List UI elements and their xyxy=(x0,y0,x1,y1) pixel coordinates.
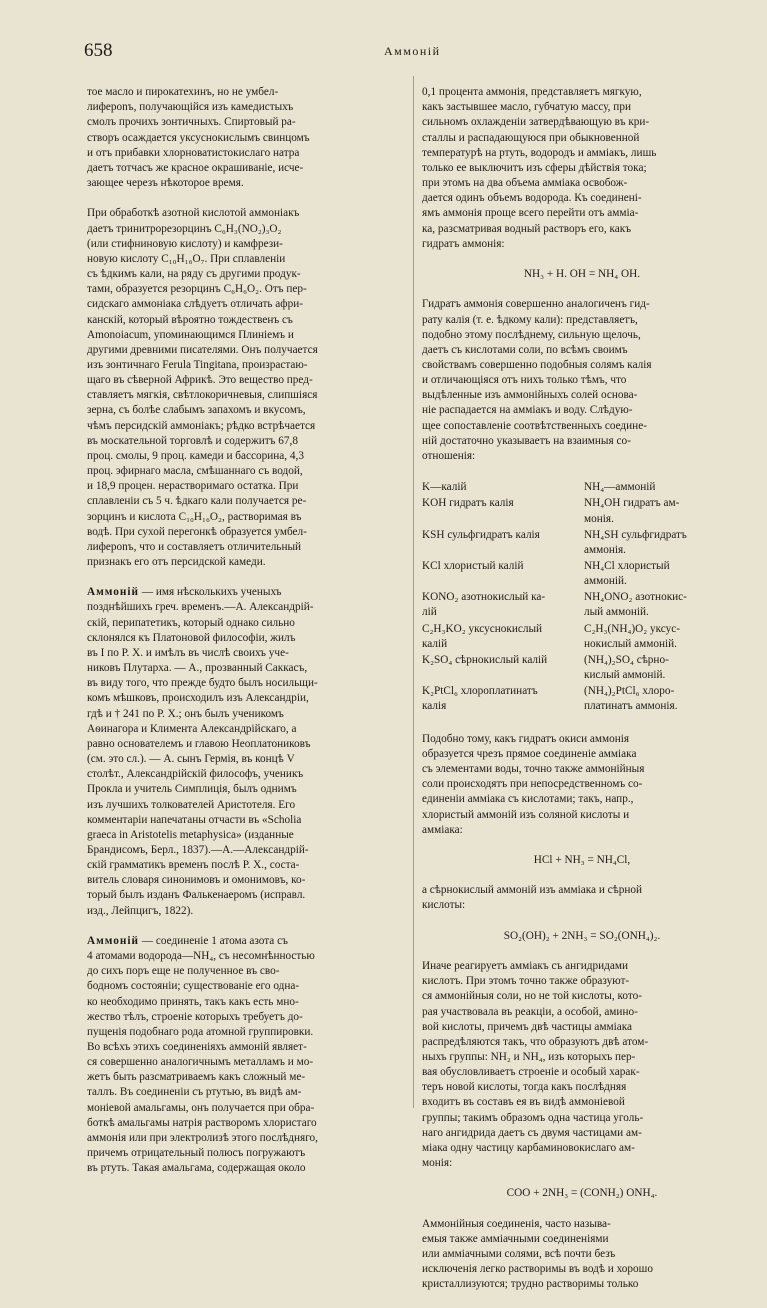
potassium-compound: C₂H₃KO₂ уксуснокислый калій xyxy=(422,622,543,650)
entry-text: — соединеніе 1 атома азота съ 4 атомами водорода—NH₄, съ несомнѣнностью до сихъ поръ еще не полученное въ сво- бодномъ состояніи; существованіе его одна- ко необходимо принять, такъ какъ есть мно- жество тѣлъ, строеніе которыхъ требуетъ до- пущенія подобнаго рода атомной группировки. Во всѣхъ этихъ соединеніяхъ аммоній являет- ся совершенно аналогичнымъ металламъ и мо- жетъ быть разсматриваемъ какъ сложный ме- таллъ. Въ соединеніи съ ртутью, въ видѣ ам- моніевой амальгамы, онъ получается при обра- боткѣ амальгамы натрія растворомъ хлористаго аммонія или при электролизѣ этого послѣдняго, причемъ отрицательный полюсъ погружаютъ въ ртуть. Такая амальгама, содержащая около xyxy=(87,934,318,1175)
paragraph-salts: Подобно тому, какъ гидратъ окиси аммонія образуется чрезъ прямое соединеніе амміака съ элементами воды, точно также аммонійныя соли происходятъ при непосредственномъ со- единеніи амміака съ кислотами; такъ, напр., хлористый аммоній изъ соляной кислоты и амміака: xyxy=(422,732,645,836)
potassium-compound: KCl хлористый калій xyxy=(422,560,524,572)
comparison-row xyxy=(422,480,742,496)
comparison-row xyxy=(422,622,742,653)
comparison-row xyxy=(422,653,742,684)
comparison-row xyxy=(422,496,742,527)
formula-ammonium-hydrate: NH₃ + H. OH = NH₄ OH. xyxy=(523,268,641,281)
left-column xyxy=(87,70,406,1175)
paragraph-amalgam: 0,1 процента аммонія, представляетъ мягкую, какъ застывшее масло, губчатую массу, при сильномъ охлажденіи затвердѣвающую въ кри- сталлы и распадающуюся при обыкновенной температурѣ на ртуть, водородъ и аммiакъ, лишь только ее выключитъ изъ сферы дѣйствія тока; при этомъ на два объема аммiака освобож- дается одинъ объемъ водорода. Къ соединені- ямъ аммонія проще всего перейти отъ амміа- ка, разсматривая водный растворъ его, какъ гидратъ аммонія: xyxy=(422,86,657,250)
formula-carbamate: COO + 2NH₃ = (CONH₂) ONH₄. xyxy=(506,1187,658,1200)
entry-ammonium xyxy=(87,934,406,1177)
entry-headword: Аммоній xyxy=(87,586,140,599)
paragraph-nitric-acid: При обработкѣ азотной кислотой аммоніакъ даетъ тринитрорезорцинъ C₆H₃(NO₂)₃O₂ (или стифниновую кислоту) и камфрези- новую кислоту C₁₀H₁₆O₇. При сплавленіи съ ѣдкимъ кали, на ряду съ другими продук- тами, образуется резорцинъ C₆H₆O₂. Отъ пер- сидскаго аммоніака слѣдуетъ отличать афри- канскій, который вѣроятно тождественъ съ Amonoiacum, упоминающимся Плиніемъ и другими древними писателями. Онъ получается изъ зонтичнаго Ferula Tingitana, произрастаю- щаго въ сѣверной Африкѣ. Это вещество пред- ставляетъ мягкія, свѣтлокоричневыя, слипшіяся зерна, съ болѣе слабымъ запахомъ и вкусомъ, чѣмъ персидскій аммоніакъ; рѣдко встрѣчается въ москательной торговлѣ и содержитъ 67,8 проц. смолы, 9 проц. камеди и бассорина, 4,3 проц. эфирнаго масла, смѣшаннаго съ водой, и 18,9 процен. нерастворимаго остатка. При сплавленіи съ 5 ч. ѣдкаго кали получается ре- зорцинъ и кислота C₁₀H₁₆O₂, растворимая въ водѣ. При сухой перегонкѣ образуется умбел- лифероnъ, что и составляетъ отличительный признакъ его отъ персидской камеди. xyxy=(87,207,318,568)
paragraph-sulfate: а сѣрнокислый аммоній изъ амміака и сѣрной кислоты: xyxy=(422,884,643,912)
potassium-compound: K₂SO₄ сѣрнокислый калій xyxy=(422,653,548,666)
ammonium-compound: NH₄ONO₂ азотнокис- лый аммоній. xyxy=(584,591,687,619)
potassium-compound: K₂PtCl₆ хлороплатинатъ калія xyxy=(422,685,538,713)
potassium-compound: K—калій xyxy=(422,481,467,494)
formula-ammonium-sulfate: SO₂(OH)₂ + 2NH₃ = SO₂(ONH₄)₂. xyxy=(503,929,661,942)
comparison-table xyxy=(422,480,742,715)
page-number: 658 xyxy=(84,40,113,61)
paragraph-compounds: Аммонійныя соединенія, часто называ- емыя также амміачными соединеніями или амміачными солями, всѣ почти безъ исключенія легко растворимы въ водѣ и хорошо кристаллизуются; трудно растворимы только xyxy=(422,1217,653,1291)
entry-ammonius-persons xyxy=(87,585,406,918)
ammonium-compound: C₂H₃(NH₄)O₂ уксус- нокислый аммоній. xyxy=(584,622,681,650)
potassium-compound: KSH сульфгидратъ калія xyxy=(422,528,540,541)
ammonium-compound: NH₄Cl хлористый аммоній. xyxy=(584,560,670,588)
comparison-row xyxy=(422,528,742,559)
paragraph-continuation: тое масло и пирокатехинъ, но не умбел- лифероnъ, получающійся изъ камедистыхъ смолъ прочихъ зонтичныхъ. Спиртовый ра- створъ осаждается уксуснокислымъ свинцомъ и отъ прибавки хлорноватистокислаго натра даетъ тотчасъ же красное окрашиваніе, исче- зающее черезъ нѣкоторое время. xyxy=(87,86,310,190)
ammonium-compound: NH₄—аммоній xyxy=(584,481,656,494)
column-divider xyxy=(413,76,414,1108)
potassium-compound: KOH гидратъ калія xyxy=(422,497,514,510)
page-header xyxy=(84,34,734,64)
running-title: Аммоній xyxy=(384,44,441,58)
ammonium-compound: NH₄OH гидратъ ам- монія. xyxy=(584,497,680,525)
right-column xyxy=(422,70,742,1291)
comparison-row xyxy=(422,684,742,715)
comparison-row xyxy=(422,559,742,590)
paragraph-anhydrides: Иначе реагируетъ аммiакъ съ ангидридами кислотъ. При этомъ точно также образуют- ся аммонійныя соли, но не той кислоты, кото- рая участвовала въ реакціи, а особой, амино- вой кислоты, причемъ двѣ частицы амміака распредѣляются такъ, что образуютъ двѣ атом- ныхъ группы: NH₂ и NH₄, изъ которыхъ пер- вая обусловливаетъ строеніе и особый харак- теръ новой кислоты, тогда какъ послѣдняя входитъ въ составъ ея въ видѣ аммоніевой группы; такимъ образомъ одна частица уголь- наго ангидрида даетъ съ двумя частицами ам- міака одну частицу карбаминовокислаго ам- монія: xyxy=(422,960,649,1170)
ammonium-compound: (NH₄)₂PtCl₆ хлоро- платинатъ аммонія. xyxy=(584,685,678,713)
formula-ammonium-chloride: HCl + NH₃ = NH₄Cl, xyxy=(533,853,631,866)
ammonium-compound: NH₄SH сульфгидратъ аммонія. xyxy=(584,528,687,556)
entry-text: — имя нѣсколькихъ ученыхъ позднѣйшихъ греч. временъ.—А. Александрій- скій, перипатетикъ, который однако сильно склонялся къ Платоновой философіи, жилъ въ I по Р. Х. и имѣлъ въ числѣ своихъ уче- никовъ Плутарха. — А., прозванный Саккасъ, въ виду того, что прежде будто былъ носильщи- комъ мѣшковъ, происходилъ изъ Александріи, гдѣ и † 241 по Р. Х.; онъ былъ ученикомъ Аѳинагора и Климента Александрійскаго, а равно основателемъ и главою Неоплатониковъ (см. это сл.). — А. сынъ Гермія, въ концѣ V столѣт., Александрійскій философъ, ученикъ Прокла и учитель Симплиція, былъ однимъ изъ лучшихъ толкователей Аристотеля. Его комментаріи напечатаны отчасти въ «Scholia graeca in Aristotelis metaphysica» (изданные Брандисомъ, Берл., 1837).—А.—Александрій- скій грамматикъ временъ послѣ Р. Х., соста- витель словаря синонимовъ и омонимовъ, ко- торый былъ изданъ Фалькенаеромъ (исправл. изд., Лейпцигъ, 1822). xyxy=(87,586,318,917)
potassium-compound: KONO₂ азотнокислый ка- лій xyxy=(422,591,546,619)
ammonium-compound: (NH₄)₂SO₄ сѣрно- кислый аммоній. xyxy=(584,653,669,682)
comparison-row xyxy=(422,590,742,621)
entry-headword: Аммоній xyxy=(87,934,140,947)
paragraph-hydrate: Гидратъ аммонія совершенно аналогиченъ гид- рату калія (т. е. ѣдкому кали): представляетъ, подобно этому послѣднему, сильную щелочь, даетъ съ кислотами соли, по всѣмъ своимъ свойствамъ совершенно подобныя солямъ калія и отличающіяся отъ нихъ только тѣмъ, что выдѣленные изъ аммонійныхъ солей основа- ніе распадается на аммiакъ и воду. Слѣдую- щее сопоставленіе соотвѣтственныхъ соедине- ній достаточно указываетъ на взаимныя со- отношенія: xyxy=(422,298,652,462)
